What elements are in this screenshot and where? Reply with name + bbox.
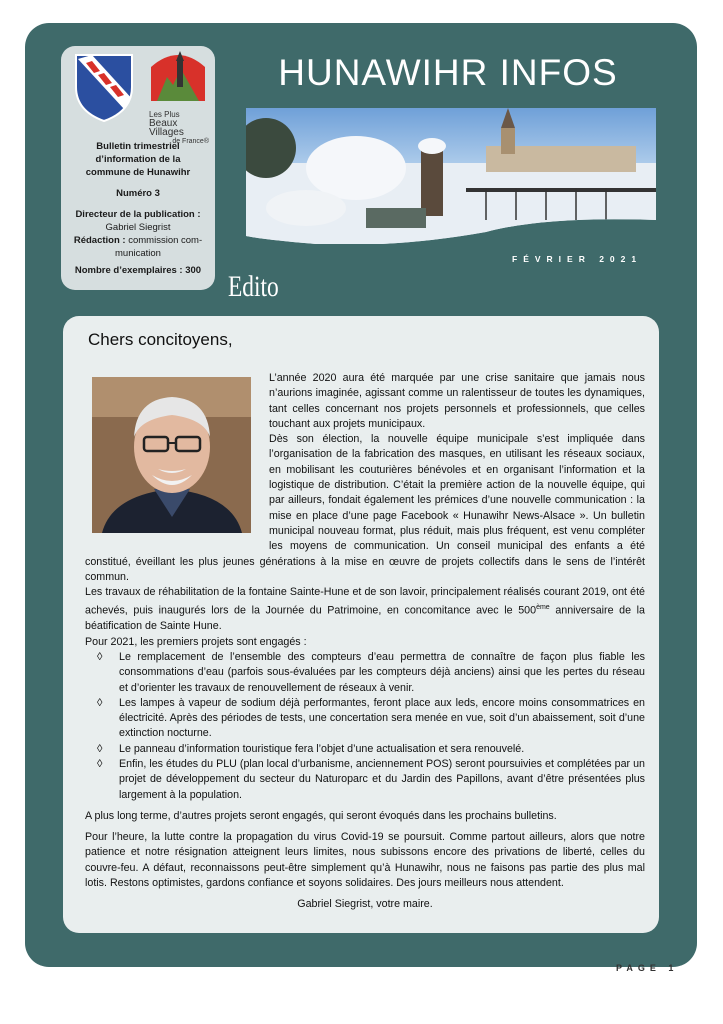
list-item: ◊ Enfin, les études du PLU (plan local d’urbanisme, anciennement POS) seront poursuivies et complétées par un projet de développement du secteur du Naturoparc et du Jardin des Papillons, avant d’être présentées plus largement à la population.: [119, 757, 645, 803]
section-heading: Edito: [228, 270, 279, 303]
info-line3: commune de Hunawihr: [85, 167, 191, 178]
publication-info-box: [61, 46, 215, 290]
logo-text-line1: Les Plus: [149, 110, 180, 119]
list-item: ◊ Le remplacement de l’ensemble des compteurs d’eau permettra de connaître de façon plus fiable les consommations d’eau (parfois sous-évaluées par les compteurs déjà anciens) ainsi que les pertes du réseau et d’orienter les travaux de renouvellement de réseaux à venir.: [119, 650, 645, 696]
issue-date: FÉVRIER 2021: [512, 254, 643, 264]
info-directeur-label: Directeur de la publication :: [75, 209, 201, 220]
publication-info: [65, 140, 211, 277]
letter-body: [85, 371, 645, 913]
info-line2: d’information de la: [95, 154, 181, 165]
paragraph-5: A plus long terme, d’autres projets seront engagés, qui seront évoqués dans les prochains bulletins.: [85, 809, 557, 822]
paragraph-4: Pour 2021, les premiers projets sont engagés :: [85, 635, 307, 648]
paragraph-1: L’année 2020 aura été marquée par une crise sanitaire que jamais nous n’aurions imaginée, agissant comme un ralentisseur de toutes les dynamiques, tant celles concernant nos projets personnels et professionnels, que celles touchant aux projets municipaux.: [269, 372, 645, 430]
paragraph-3-sup: ème: [536, 604, 550, 612]
letter-greeting: Chers concitoyens,: [88, 330, 233, 349]
info-redaction-value1: commission com-: [128, 235, 203, 246]
info-numero: Numéro 3: [116, 188, 160, 199]
paragraph-2: Dès son élection, la nouvelle équipe municipale s’est impliquée dans l’organisation de la fabrication des masques, en utilisant les réseaux sociaux, en mobilisant les couturières bénévoles et en organisant l’information et la logistique de distribution. C’était la première action de la nouvelle équipe, qui par ailleurs, fondait également les prémices d’une nouvelle communication : la mise en place d’une page Facebook « Hunawihr News-Alsace ». Un bulletin municipal nouveau format, plus réduit, mais plus fréquent, est venu compléter les moyens de communication. Un conseil municipal des enfants a été constitué, éveillant les plus jeunes générations à la mise en œuvre de projets collectifs dans le sens de l’intérêt commun.: [85, 433, 645, 583]
village-winter-photo: [246, 108, 656, 244]
paragraph-3a: Les travaux de réhabilitation de la fontaine Sainte-Hune et de son lavoir, principalement réalisés courant 2019, ont été achevés, puis inaugurés lors de la Journée du Patrimoine, en concomitance avec le 500: [85, 586, 645, 618]
info-exemplaires: Nombre d’exemplaires : 300: [74, 265, 202, 276]
list-item: ◊ Le panneau d’information touristique fera l’objet d’une actualisation et sera renouvelé.: [119, 742, 645, 757]
info-redaction-label: Rédaction :: [73, 235, 126, 246]
page-number: PAGE 1: [616, 963, 679, 973]
projects-list: [85, 650, 645, 803]
les-plus-beaux-villages-logo: [147, 49, 209, 145]
logo-text-line3: de France®: [172, 138, 209, 145]
coat-of-arms-icon: [72, 53, 136, 123]
edito-card: [63, 316, 659, 933]
info-line1: Bulletin trimestriel: [96, 141, 180, 152]
list-item: ◊ Les lampes à vapeur de sodium déjà performantes, feront place aux leds, encore moins consommatrices en électricité. Après des périodes de tests, une concertation sera menée en vue, soit d’un abaissement, soit d’une extinction nocturne.: [119, 696, 645, 742]
beaux-villages-emblem-icon: [147, 49, 209, 105]
paragraph-6: Pour l’heure, la lutte contre la propagation du virus Covid-19 se poursuit. Comme partout ailleurs, alors que notre patience et notre résignation atteignent leurs limites, nous subissons encore des privations de liberté, celles du couvre-feu. A défaut, reconnaissons peut-être simplement qu’à Hunawihr, nous ne faisons pas partie des plus mal lotis. Restons optimistes, gardons confiance et soyons solidaires. Des jours meilleurs nous attendent.: [85, 831, 645, 890]
info-directeur-name: Gabriel Siegrist: [105, 222, 171, 233]
info-redaction-value2: munication: [115, 248, 161, 259]
signature: Gabriel Siegrist, votre maire.: [297, 898, 433, 911]
paragraph-3: [85, 585, 645, 634]
logo-text-line2: Beaux Villages: [149, 118, 184, 138]
paragraph-3b: anniversaire de la béatification de Sainte Hune.: [85, 605, 645, 633]
page-title: HUNAWIHR INFOS: [278, 52, 618, 93]
